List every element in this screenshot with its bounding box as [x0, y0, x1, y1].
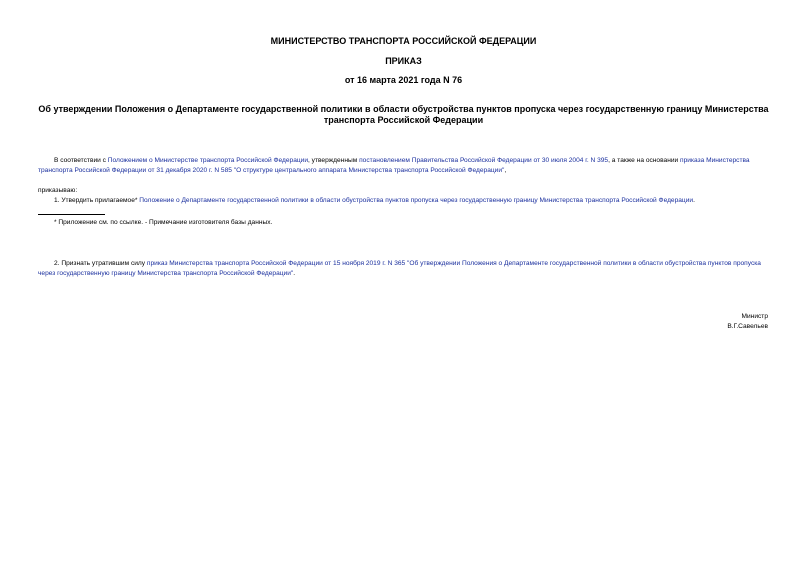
- footnote-divider: [38, 214, 105, 215]
- link-government-decree-395[interactable]: постановлением Правительства Российской Федерации от 30 июля 2004 г. N 395: [359, 157, 609, 164]
- preamble-text-1: В соответствии с: [54, 157, 108, 164]
- item-2-text: 2. Признать утратившим силу: [54, 260, 147, 267]
- preamble-text-4: ,: [504, 167, 507, 174]
- item-1-end: .: [693, 197, 695, 204]
- link-order-585[interactable]: приказа Министерства транспорта Российской Федерации от 31 декабря 2020 г. N 585 "О структуре центрального аппарата Министерства транспорта Российской Федерации": [38, 157, 750, 174]
- item-1-paragraph: [38, 196, 769, 206]
- document-title: Об утверждении Положения о Департаменте государственной политики в области обустройства пунктов пропуска через государственную границу Министерства транспорта Российской Федерации: [38, 104, 769, 125]
- item-1-text: 1. Утвердить прилагаемое*: [54, 197, 140, 204]
- preamble-paragraph: [38, 156, 769, 176]
- footnote-text: * Приложение см. по ссылке. - Примечание изготовителя базы данных.: [54, 219, 273, 226]
- preamble-text-2: , утвержденным: [308, 157, 360, 164]
- item-2-end: .: [293, 270, 296, 277]
- date-number-heading: от 16 марта 2021 года N 76: [344, 75, 463, 85]
- ministry-heading: МИНИСТЕРСТВО ТРАНСПОРТА РОССИЙСКОЙ ФЕДЕРАЦИИ: [270, 36, 537, 46]
- link-department-regulation[interactable]: Положение о Департаменте государственной политики в области обустройства пунктов пропуска через государственную границу Министерства транспорта Российской Федерации: [139, 197, 694, 204]
- link-order-365[interactable]: приказ Министерства транспорта Российской Федерации от 15 ноября 2019 г. N 365 "Об утверждении Положения о Департаменте государственной политики в области обустройства пунктов пропуска через государственную границу Министерства транспорта Российской Федерации": [38, 260, 761, 277]
- link-regulation-ministry[interactable]: Положением о Министерстве транспорта Российской Федерации: [107, 157, 309, 164]
- item-2-paragraph: [38, 259, 769, 279]
- preamble-text-3: , а также на основании: [608, 157, 681, 164]
- signature-position: Министр: [741, 313, 768, 320]
- signature-name: В.Г.Савельев: [727, 323, 768, 330]
- document-type-heading: ПРИКАЗ: [385, 56, 422, 66]
- order-word: приказываю:: [38, 187, 78, 194]
